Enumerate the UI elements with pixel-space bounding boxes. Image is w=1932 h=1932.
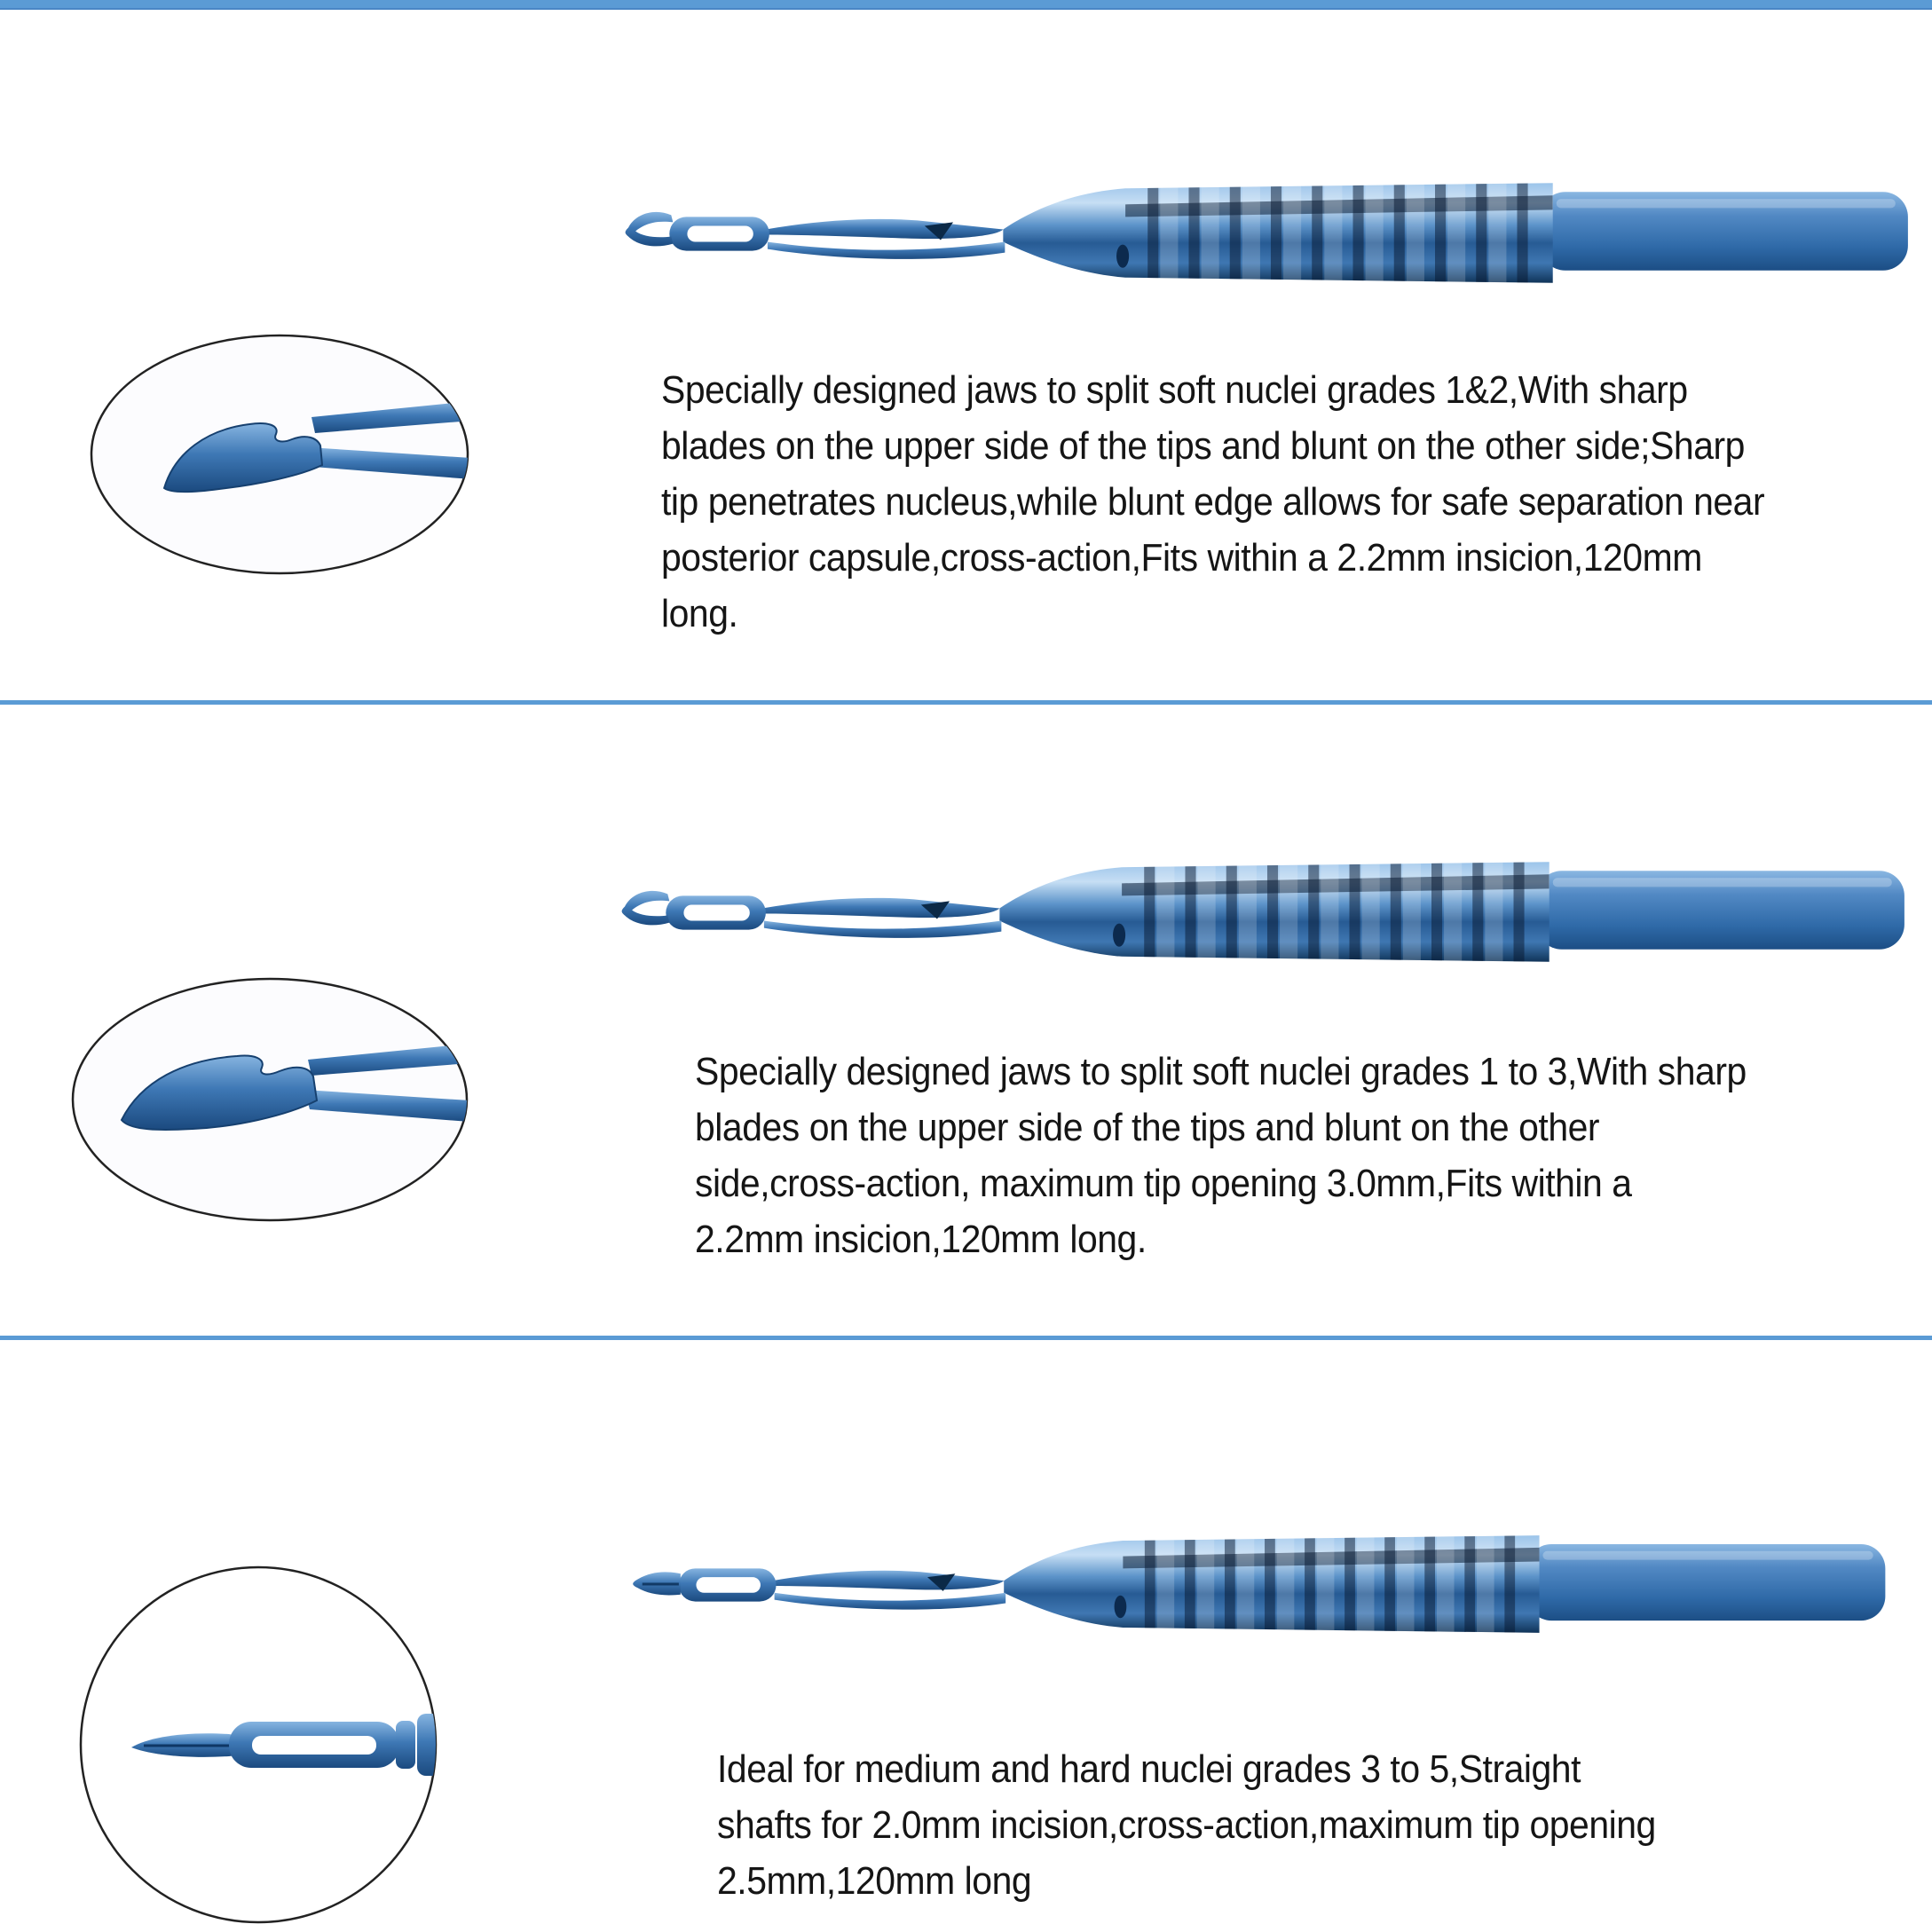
- product-description-3: [717, 1741, 1656, 1909]
- description-line: Specially designed jaws to split soft nuclei grades 1 to 3,With sharp: [695, 1050, 1747, 1093]
- description-line: 2.5mm,120mm long: [717, 1859, 1032, 1903]
- instrument-photo-2: [618, 843, 1920, 981]
- product-description-2: [695, 1044, 1747, 1267]
- section-divider: [0, 700, 1932, 705]
- tip-detail-circle-3: [78, 1565, 438, 1925]
- tip-detail-ellipse-1: [88, 332, 471, 577]
- description-line: posterior capsule,cross-action,Fits within a 2.2mm insicion,120mm: [661, 536, 1702, 580]
- section-divider: [0, 1336, 1932, 1340]
- description-line: Specially designed jaws to split soft nuclei grades 1&2,With sharp: [661, 368, 1688, 412]
- description-line: long.: [661, 592, 738, 635]
- description-line: tip penetrates nucleus,while blunt edge allows for safe separation near: [661, 480, 1765, 524]
- tip-detail-ellipse-2: [70, 976, 469, 1223]
- description-line: side,cross-action, maximum tip opening 3.0mm,Fits within a: [695, 1162, 1632, 1205]
- instrument-photo-3: [632, 1518, 1901, 1651]
- instrument-photo-1: [621, 164, 1924, 302]
- description-line: shafts for 2.0mm incision,cross-action,maximum tip opening: [717, 1803, 1656, 1847]
- description-line: blades on the upper side of the tips and blunt on the other: [695, 1106, 1600, 1149]
- product-description-1: [661, 362, 1764, 642]
- description-line: Ideal for medium and hard nuclei grades 3 to 5,Straight: [717, 1747, 1581, 1791]
- top-accent-bar: [0, 0, 1932, 10]
- description-line: blades on the upper side of the tips and blunt on the other side;Sharp: [661, 424, 1745, 468]
- description-line: 2.2mm insicion,120mm long.: [695, 1218, 1147, 1261]
